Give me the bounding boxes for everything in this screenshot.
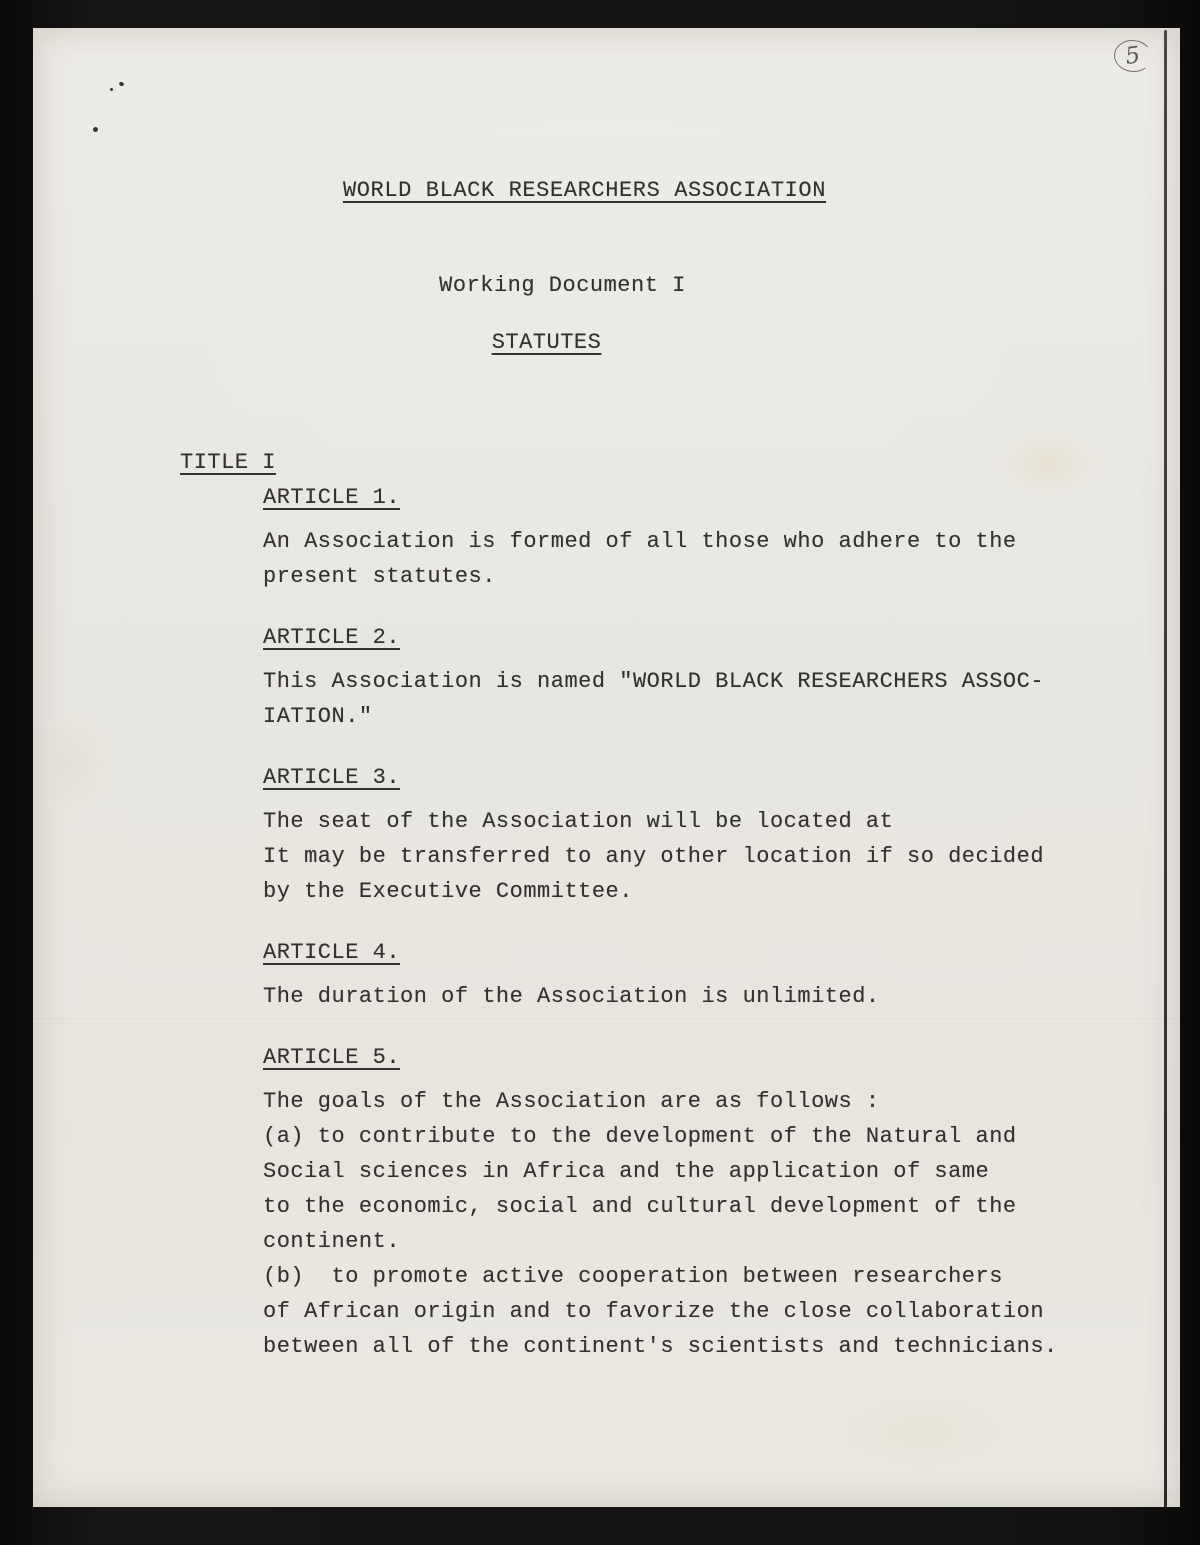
statutes-heading: STATUTES (491, 330, 602, 355)
handwritten-page-number (1112, 38, 1154, 75)
section-title: TITLE I (180, 450, 276, 475)
article-3 (263, 760, 1120, 909)
article-heading: ARTICLE 5. (263, 1045, 401, 1070)
article-heading: ARTICLE 4. (263, 940, 401, 965)
article-2 (263, 620, 1120, 734)
article-heading: ARTICLE 1. (263, 485, 401, 510)
page-number-value: 5 (1123, 41, 1143, 70)
article-heading: ARTICLE 3. (263, 765, 401, 790)
paper-fold-line (33, 1494, 1180, 1496)
ink-speck (93, 127, 98, 132)
article-body: An Association is formed of all those who adhere to the present statutes. (263, 529, 1017, 589)
organization-title: WORLD BLACK RESEARCHERS ASSOCIATION (342, 178, 827, 203)
article-5 (263, 1040, 1120, 1364)
page-edge-shadow-line (1164, 30, 1167, 1508)
article-1 (263, 480, 1120, 594)
article-4 (263, 935, 1120, 1014)
article-body: The seat of the Association will be located at It may be transferred to any other location if so decided by the Executive Committee. (263, 809, 1045, 904)
article-body: The duration of the Association is unlimited. (263, 984, 880, 1009)
article-body: The goals of the Association are as follows : (a) to contribute to the development of the Natural and Social sciences in Africa and the application of same to the economic, social and cultural development of the continent. (b) to promote active cooperation between researchers of African origin and to favorize the close collaboration between all of the continent's scientists and technicians. (263, 1089, 1058, 1359)
article-body: This Association is named "WORLD BLACK RESEARCHERS ASSOC- IATION." (263, 669, 1045, 729)
articles-list (263, 480, 1120, 1364)
document-header (33, 28, 1180, 360)
document-page (33, 28, 1180, 1507)
working-document-title: Working Document I (439, 273, 686, 298)
ink-speck (110, 88, 113, 91)
article-heading: ARTICLE 2. (263, 625, 401, 650)
